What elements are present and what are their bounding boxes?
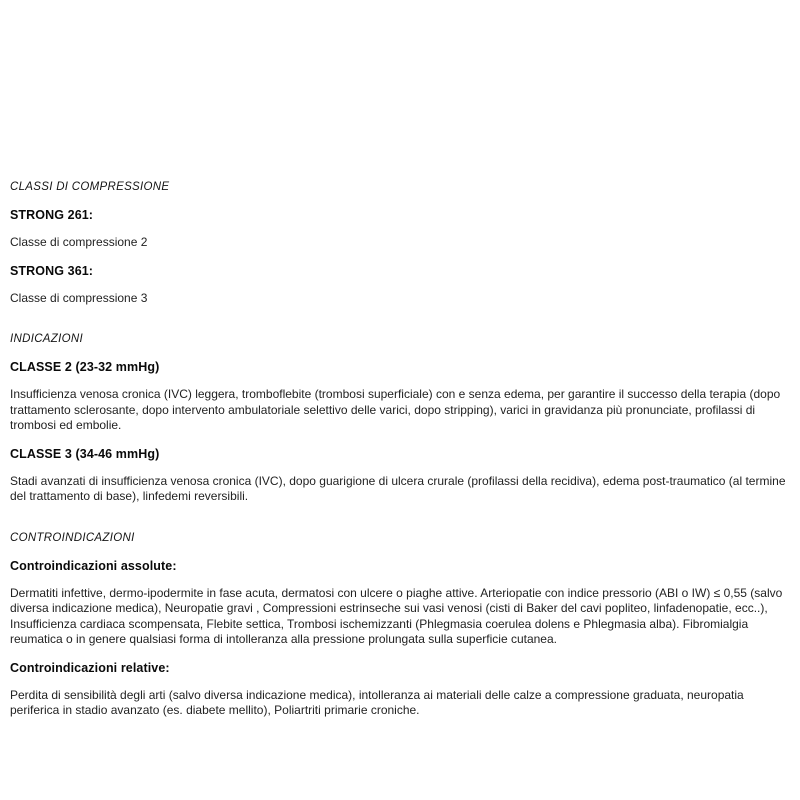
- section-heading: INDICAZIONI: [10, 333, 83, 345]
- contraindication-item: [10, 559, 788, 648]
- item-label: STRONG 261:: [10, 208, 94, 222]
- item-label: CLASSE 3 (34-46 mmHg): [10, 446, 160, 461]
- item-text: Classe di compressione 2: [10, 235, 148, 249]
- section-controindicazioni: [10, 532, 788, 719]
- indication-item: [10, 360, 788, 434]
- item-label: CLASSE 2 (23-32 mmHg): [10, 360, 160, 374]
- indication-item: [10, 447, 788, 505]
- section-classi-di-compressione: [10, 181, 788, 306]
- item-text: Perdita di sensibilità degli arti (salvo diversa indicazione medica), intolleranza ai materiali delle calze a compressione graduata, neuropatia periferica in stadio avanzato (es. diabete mellito), Poliartriti primarie croniche.: [10, 687, 744, 717]
- item-label: STRONG 361:: [10, 263, 94, 278]
- item-text: Dermatiti infettive, dermo-ipodermite in fase acuta, dermatosi con ulcere o piaghe attive. Arteriopatie con indice pressorio (ABI o IW) ≤ 0,55 (salvo diversa indicazione medica), Neuropatie gravi , Compressioni estrinseche sui vasi venosi (cisti di Baker del cavi popliteo, linfadenopatie, ecc..), Insufficienza cardiaca scompensata, Flebite settica, Trombosi ischemizzanti (Phlegmasia coerulea dolens e Phlegmasia alba). Fibromialgia reumatica o in genere qualsiasi forma di intolleranza alla pressione prolungata sulla superficie cutanea.: [10, 585, 783, 646]
- section-heading: CLASSI DI COMPRESSIONE: [10, 181, 170, 193]
- item-label: Controindicazioni assolute:: [10, 558, 177, 573]
- contraindication-item: [10, 661, 788, 719]
- section-indicazioni: [10, 333, 788, 505]
- item-text: Insufficienza venosa cronica (IVC) leggera, tromboflebite (trombosi superficiale) con e senza edema, per garantire il successo della terapia (dopo trattamento sclerosante, dopo intervento ambulatoriale selettivo delle varici, dopo stripping), varici in gravidanza più pronunciate, profilassi di trombosi ed embolie.: [10, 387, 781, 432]
- item-text: Classe di compressione 3: [10, 290, 148, 305]
- item-label: Controindicazioni relative:: [10, 660, 170, 675]
- compression-class-item: [10, 208, 788, 251]
- item-text: Stadi avanzati di insufficienza venosa cronica (IVC), dopo guarigione di ulcera crurale (profilassi della recidiva), edema post-traumatico (al termine del trattamento di base), linfedemi reversibili.: [10, 473, 786, 503]
- compression-class-item: [10, 264, 788, 307]
- section-heading: CONTROINDICAZIONI: [10, 531, 135, 544]
